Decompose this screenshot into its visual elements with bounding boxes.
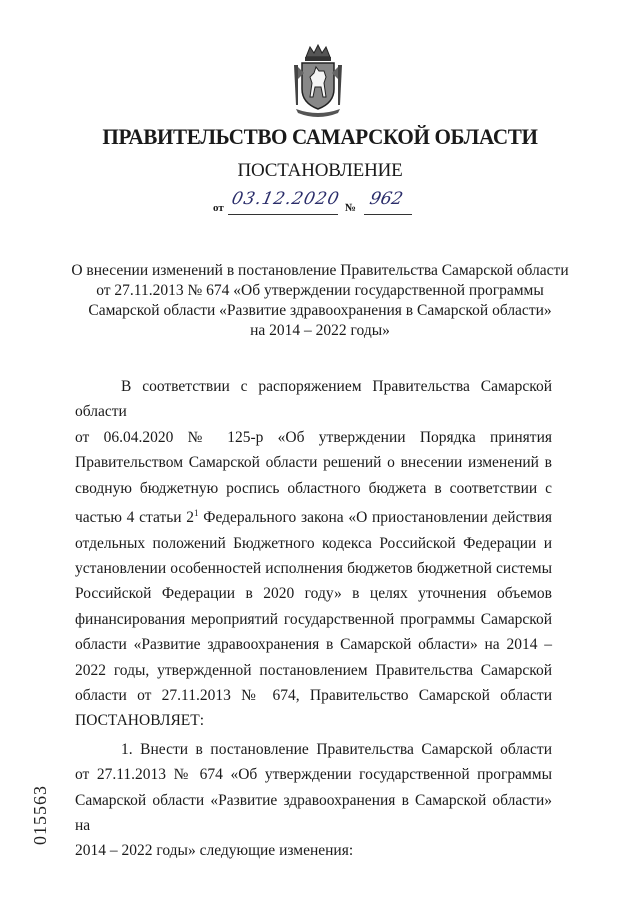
date-label: от	[213, 202, 224, 214]
item-line: 1. Внести в постановление Правительства Самарской области	[121, 740, 552, 758]
body-line: Российской Федерации в 2020 году» в целях уточнения объемов	[75, 585, 552, 603]
document-type: ПОСТАНОВЛЕНИЕ	[237, 160, 403, 181]
body-line: области от 27.11.2013 № 674, Правительство Самарской области	[75, 687, 552, 705]
article-text-rest: Федерального закона «О приостановлении действия	[198, 509, 553, 527]
samara-coat-of-arms-icon	[286, 43, 350, 117]
body-line: отдельных положений Бюджетного кодекса Российской Федерации и	[75, 534, 552, 552]
date-underline	[228, 214, 338, 215]
resolves-line: ПОСТАНОВЛЯЕТ:	[75, 712, 205, 730]
body-line-article	[75, 501, 552, 531]
organization-title: ПРАВИТЕЛЬСТВО САМАРСКОЙ ОБЛАСТИ	[102, 124, 538, 149]
document-body	[75, 374, 552, 864]
body-line: от 06.04.2020 № 125-р «Об утверждении Порядка принятия	[75, 428, 552, 446]
number-underline	[364, 214, 412, 215]
body-line: установлении особенностей исполнения бюджетов бюджетной системы	[75, 560, 552, 577]
article-text: частью 4 статьи 2	[75, 509, 195, 527]
subject-line: от 27.11.2013 № 674 «Об утверждении государственной программы	[96, 282, 544, 299]
article-superscript: 1	[194, 508, 199, 519]
number-label: №	[345, 202, 357, 214]
body-line: финансирования мероприятий государственной программы Самарской	[75, 610, 552, 628]
subject-line: Самарской области «Развитие здравоохранения в Самарской области»	[88, 302, 552, 319]
body-line: сводную бюджетную роспись областного бюджета в соответствии с	[75, 479, 552, 497]
document-subject	[60, 261, 580, 341]
margin-serial-number: 015563	[30, 785, 50, 845]
item-line: 2014 – 2022 годы» следующие изменения:	[75, 842, 354, 860]
item-line: от 27.11.2013 № 674 «Об утверждении государственной программы	[75, 766, 552, 784]
number-value: 962	[367, 189, 405, 209]
subject-line: О внесении изменений в постановление Правительства Самарской области	[71, 262, 569, 279]
date-number-line	[0, 189, 640, 219]
date-value: 03.12.2020	[229, 189, 342, 209]
body-line: области «Развитие здравоохранения в Самарской области» на 2014 –	[75, 636, 552, 654]
body-line: Правительством Самарской области решений о внесении изменений в	[75, 454, 552, 472]
body-line: 2022 годы, утвержденной постановлением Правительства Самарской	[75, 661, 552, 679]
subject-line: на 2014 – 2022 годы»	[250, 322, 390, 339]
body-line: В соответствии с распоряжением Правительства Самарской области	[75, 378, 552, 421]
item-line: Самарской области «Развитие здравоохранения в Самарской области» на	[75, 791, 552, 835]
